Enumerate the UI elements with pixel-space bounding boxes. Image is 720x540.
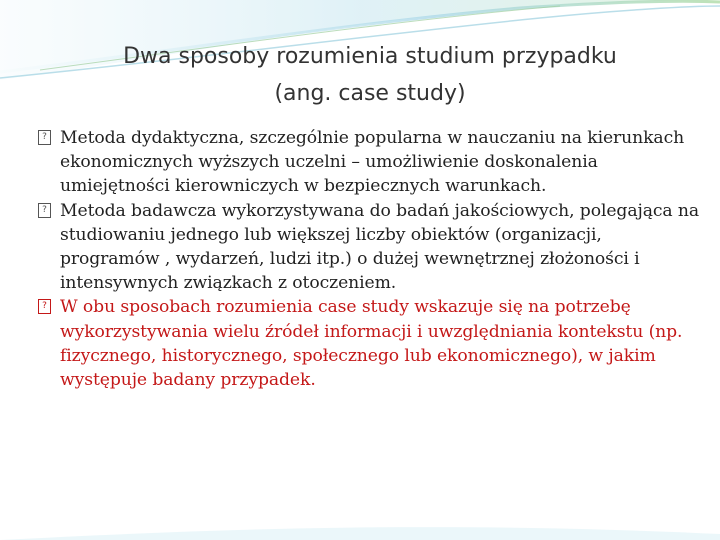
missing-glyph-box-icon [38, 299, 51, 314]
missing-glyph-box-icon [38, 203, 51, 218]
slide-title-line-1: Dwa sposoby rozumienia studium przypadku [123, 44, 617, 69]
bullet-text: W obu sposobach rozumienia case study wskazuje się na potrzebę wykorzystywania wielu źródeł informacji i uwzględniania kontekstu (np. fizycznego, historycznego, społecznego lub ekonomicznego), w jakim występuje badany przypadek. [60, 297, 683, 391]
bullet-list [38, 126, 704, 392]
bullet-text: Metoda badawcza wykorzystywana do badań jakościowych, polegająca na studiowaniu jednego lub większej liczby obiektów (organizacji, programów , wydarzeń, ludzi itp.) o dużej wewnętrznej złożoności i intensywnych związkach z otoczeniem. [60, 200, 699, 294]
slide-title [40, 38, 700, 112]
bullet-item-research-method [38, 199, 704, 296]
bullet-item-teaching-method [38, 126, 704, 199]
bullet-item-both-approaches [38, 295, 704, 392]
bullet-text: Metoda dydaktyczna, szczególnie popularna w nauczaniu na kierunkach ekonomicznych wyższych uczelni – umożliwienie doskonalenia umiejętności kierowniczych w bezpiecznych warunkach. [60, 128, 685, 197]
footer-wave-decoration [0, 500, 720, 540]
slide-title-line-2: (ang. case study) [274, 81, 466, 106]
missing-glyph-box-icon [38, 130, 51, 145]
